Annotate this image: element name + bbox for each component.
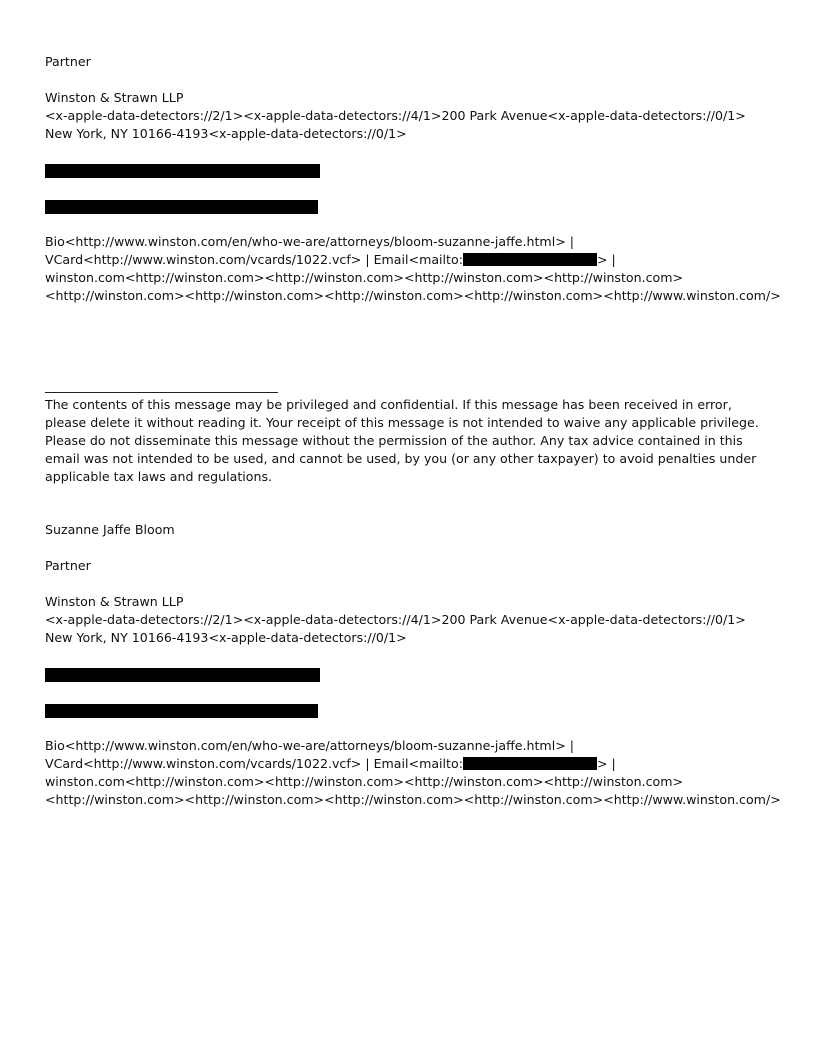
signature-links-line4[interactable]: <http://winston.com><http://winston.com><http://winston.com><http://winston.com><http://www.winston.com/> [45,288,781,303]
signature-links-line1[interactable]: Bio<http://www.winston.com/en/who-we-are/attorneys/bloom-suzanne-jaffe.html> | [45,234,574,249]
redaction-bar [45,200,318,214]
links-text[interactable]: VCard<http://www.winston.com/vcards/1022.vcf> | Email<mailto: [45,756,463,771]
signature-firm: Winston & Strawn LLP [45,594,184,609]
signature-address-line2: New York, NY 10166-4193<x-apple-data-detectors://0/1> [45,126,407,141]
signature-address-line1: <x-apple-data-detectors://2/1><x-apple-data-detectors://4/1>200 Park Avenue<x-apple-data-detectors://0/1> [45,108,746,123]
signature-links-line1[interactable]: Bio<http://www.winston.com/en/who-we-are/attorneys/bloom-suzanne-jaffe.html> | [45,738,574,753]
redaction-bar [45,164,320,178]
disclaimer-separator [45,392,278,393]
signature-address-line1: <x-apple-data-detectors://2/1><x-apple-data-detectors://4/1>200 Park Avenue<x-apple-data-detectors://0/1> [45,612,746,627]
disclaimer-text: The contents of this message may be privileged and confidential. If this message has been received in error, please delete it without reading it. Your receipt of this message is not intended to waive any applicable privilege. Please do not disseminate this message without the permission of the author. Any tax advice contained in this email was not intended to be used, and cannot be used, by you (or any other taxpayer) to avoid penalties under applicable tax laws and regulations. [45,397,759,484]
signature-firm: Winston & Strawn LLP [45,90,184,105]
email-redaction [463,253,597,266]
redaction-bar [45,704,318,718]
signature-links-line2[interactable] [45,251,616,269]
signature-address-line2: New York, NY 10166-4193<x-apple-data-detectors://0/1> [45,630,407,645]
signature-links-line4[interactable]: <http://winston.com><http://winston.com><http://winston.com><http://winston.com><http://www.winston.com/> [45,792,781,807]
signature-name: Suzanne Jaffe Bloom [45,522,175,537]
signature-title: Partner [45,558,91,573]
links-text[interactable]: VCard<http://www.winston.com/vcards/1022.vcf> | Email<mailto: [45,252,463,267]
links-text: > | [596,756,616,771]
signature-title: Partner [45,54,91,69]
links-text: > | [596,252,616,267]
signature-links-line3[interactable]: winston.com<http://winston.com><http://winston.com><http://winston.com><http://winston.com> [45,774,684,789]
redaction-bar [45,668,320,682]
signature-links-line2[interactable] [45,755,616,773]
signature-links-line3[interactable]: winston.com<http://winston.com><http://winston.com><http://winston.com><http://winston.com> [45,270,684,285]
email-redaction [463,757,597,770]
